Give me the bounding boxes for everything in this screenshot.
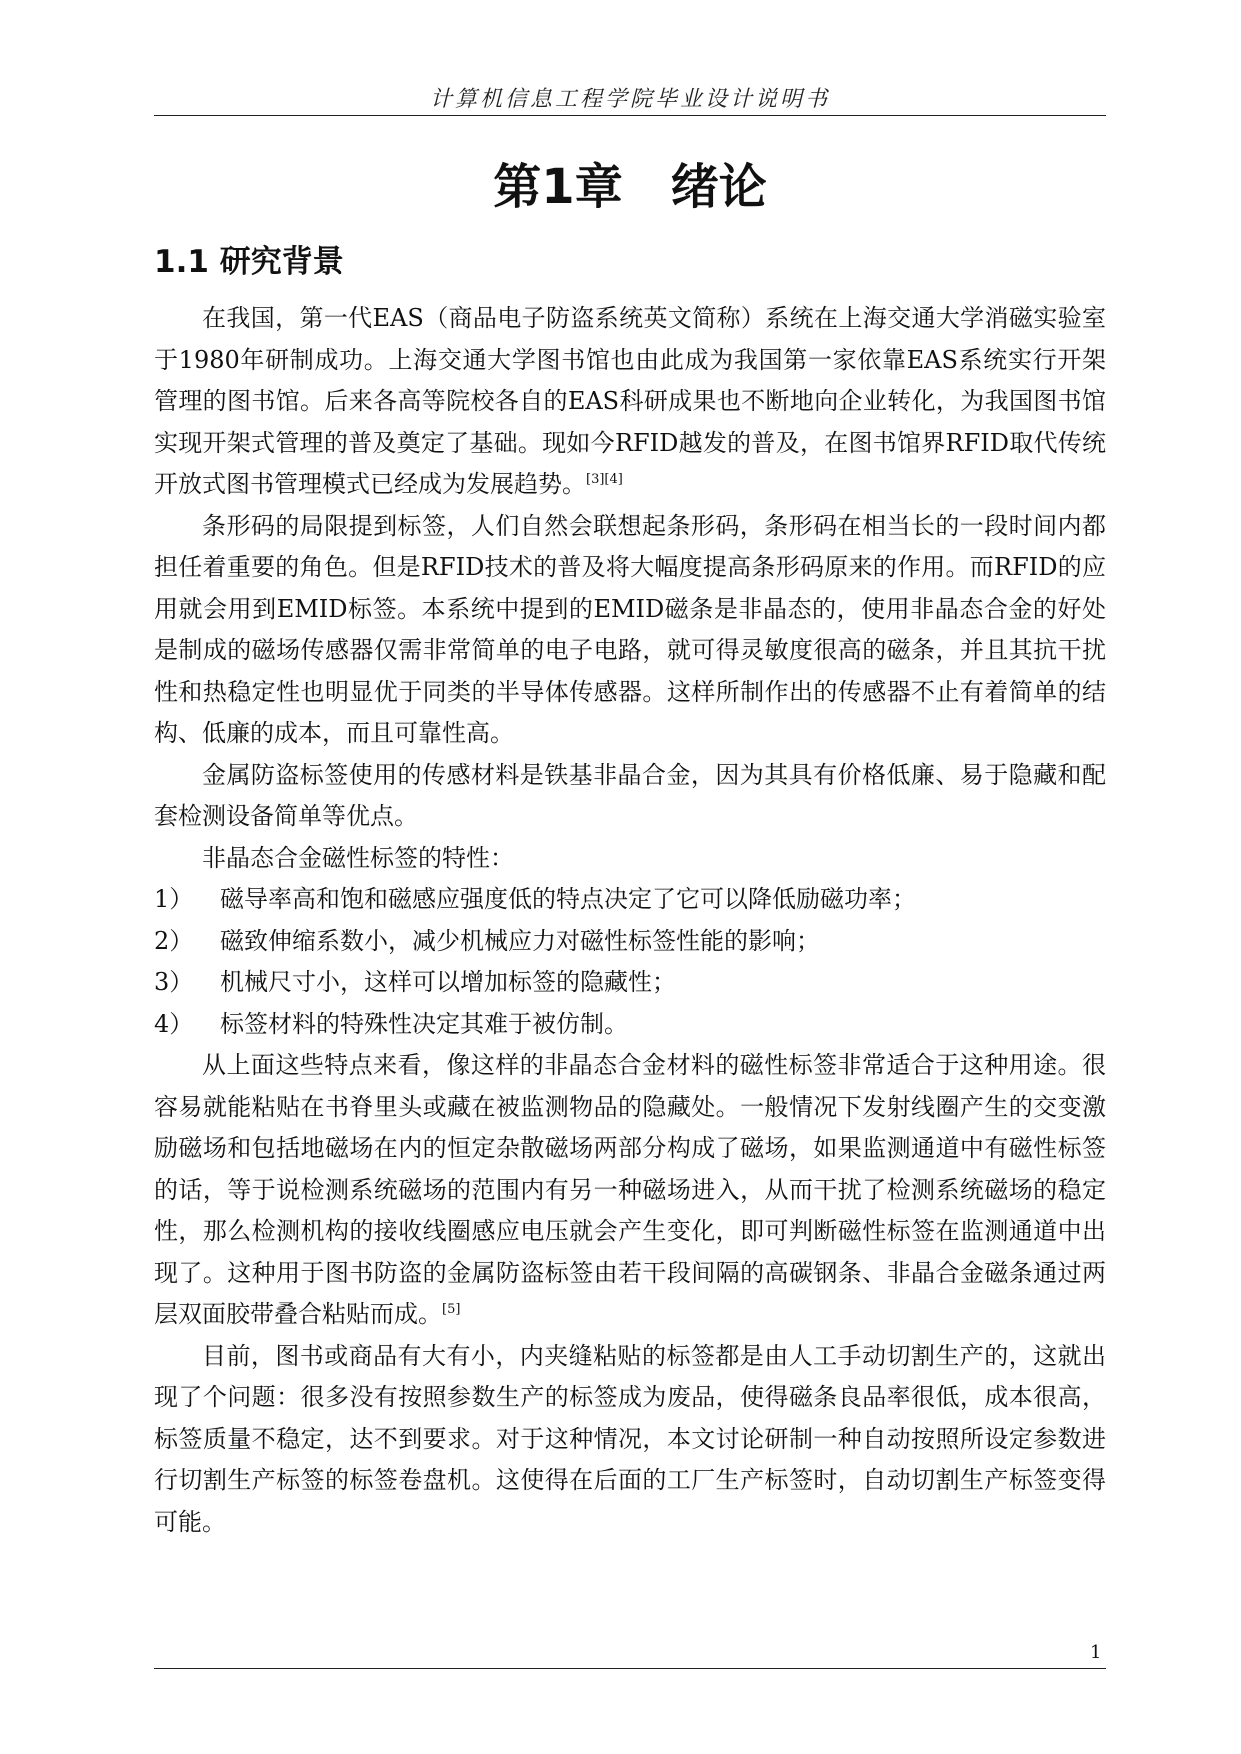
list-text: 机械尺寸小，这样可以增加标签的隐藏性；	[220, 968, 676, 996]
page-header: 计算机信息工程学院毕业设计说明书	[429, 87, 830, 112]
footer-divider	[154, 1668, 1106, 1669]
paragraph	[154, 298, 1106, 506]
list-number: 1）	[154, 885, 194, 913]
page-number: 1	[1090, 1642, 1102, 1663]
list-item	[154, 921, 1106, 963]
list-number: 2）	[154, 926, 194, 955]
section-title: 1.1 研究背景	[154, 244, 344, 280]
list-text: 标签材料的特殊性决定其难于被仿制。	[220, 1009, 628, 1038]
paragraph: 目前，图书或商品有大有小，内夹缝粘贴的标签都是由人工手动切割生产的，这就出现了个问题：很多没有按照参数生产的标签成为废品，使得磁条良品率很低，成本很高，标签质量不稳定，达不到要求。对于这种情况，本文讨论研制一种自动按照所设定参数进行切割生产标签的标签卷盘机。这使得在后面的工厂生产标签时，自动切割生产标签变得可能。	[154, 1341, 1106, 1536]
paragraph: 非晶态合金磁性标签的特性：	[202, 843, 514, 872]
body-text	[154, 298, 1106, 1543]
paragraph-text: 从上面这些特点来看，像这样的非晶态合金材料的磁性标签非常适合于这种用途。很容易就能粘贴在书脊里头或藏在被监测物品的隐藏处。一般情况下发射线圈产生的交变激励磁场和包括地磁场在内的恒定杂散磁场两部分构成了磁场，如果监测通道中有磁性标签的话，等于说检测系统磁场的范围内有另一种磁场进入，从而干扰了检测系统磁场的稳定性，那么检测机构的接收线圈感应电压就会产生变化，即可判断磁性标签在监测通道中出现了。这种用于图书防盗的金属防盗标签由若干段间隔的高碳钢条、非晶合金磁条通过两层双面胶带叠合粘贴而成。	[154, 1051, 1106, 1328]
paragraph-text: 在我国，第一代EAS（商品电子防盗系统英文简称）系统在上海交通大学消磁实验室于1980年研制成功。上海交通大学图书馆也由此成为我国第一家依靠EAS系统实行开架管理的图书馆。后来各高等院校各自的EAS科研成果也不断地向企业转化，为我国图书馆实现开架式管理的普及奠定了基础。现如今RFID越发的普及，在图书馆界RFID取代传统开放式图书管理模式已经成为发展趋势。	[154, 304, 1106, 498]
list-text: 磁导率高和饱和磁感应强度低的特点决定了它可以降低励磁功率；	[220, 885, 916, 913]
paragraph	[154, 1045, 1106, 1336]
list-text: 磁致伸缩系数小，减少机械应力对磁性标签性能的影响；	[220, 926, 820, 955]
list-item	[154, 1004, 1106, 1046]
citation: [5]	[442, 1302, 461, 1317]
list-item	[154, 962, 1106, 1004]
list-number: 3）	[154, 968, 194, 996]
list-number: 4）	[154, 1009, 194, 1038]
chapter-title: 第1章 绪论	[493, 159, 767, 215]
paragraph: 金属防盗标签使用的传感材料是铁基非晶合金，因为其具有价格低廉、易于隐藏和配套检测设备简单等优点。	[154, 760, 1106, 830]
list-item	[154, 879, 1106, 921]
paragraph: 条形码的局限提到标签，人们自然会联想起条形码，条形码在相当长的一段时间内都担任着重要的角色。但是RFID技术的普及将大幅度提高条形码原来的作用。而RFID的应用就会用到EMID标签。本系统中提到的EMID磁条是非晶态的，使用非晶态合金的好处是制成的磁场传感器仅需非常简单的电子电路，就可得灵敏度很高的磁条，并且其抗干扰性和热稳定性也明显优于同类的半导体传感器。这样所制作出的传感器不止有着简单的结构、低廉的成本，而且可靠性高。	[154, 511, 1106, 747]
header-divider	[154, 115, 1106, 116]
citation: [3][4]	[586, 472, 623, 487]
